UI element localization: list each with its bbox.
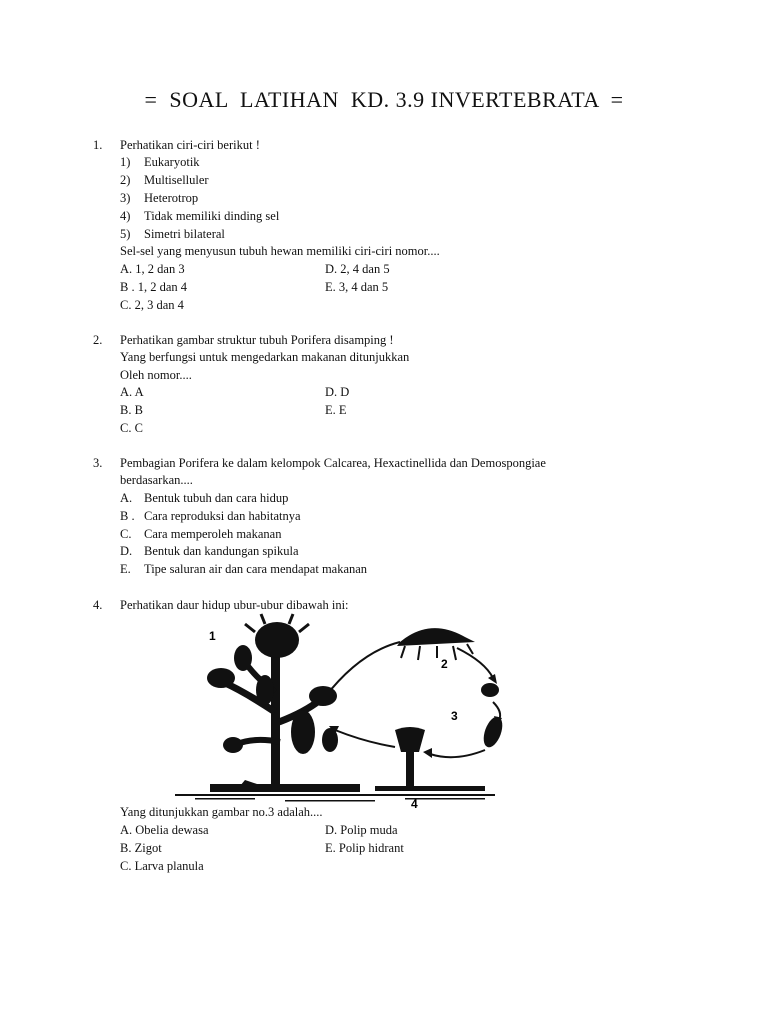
- question-text: Perhatikan gambar struktur tubuh Porifera disamping !: [120, 333, 394, 347]
- option-b: B . 1, 2 dan 4: [120, 280, 188, 294]
- list-item: 5) Simetri bilateral: [120, 227, 225, 241]
- option-a: A. A: [120, 385, 144, 399]
- question-prompt: Yang ditunjukkan gambar no.3 adalah....: [120, 805, 323, 819]
- option-a: A. Obelia dewasa: [120, 823, 209, 837]
- question-text: berdasarkan....: [120, 473, 193, 487]
- figure-label-2: 2: [441, 657, 448, 671]
- question-number: 4.: [93, 598, 103, 612]
- question-text: Perhatikan ciri-ciri berikut !: [120, 138, 260, 152]
- option-d: D. 2, 4 dan 5: [325, 262, 390, 276]
- option-a: A. Bentuk tubuh dan cara hidup: [120, 491, 289, 505]
- question-number: 2.: [93, 333, 103, 347]
- option-c: C. 2, 3 dan 4: [120, 298, 184, 312]
- figure-label-4: 4: [411, 797, 418, 811]
- question-prompt: Sel-sel yang menyusun tubuh hewan memiliki ciri-ciri nomor....: [120, 244, 440, 258]
- option-d: D. D: [325, 385, 350, 399]
- option-c: C. C: [120, 421, 143, 435]
- option-b: B. B: [120, 403, 143, 417]
- option-e: E. Tipe saluran air dan cara mendapat makanan: [120, 562, 368, 576]
- question-number: 3.: [93, 456, 103, 470]
- option-e: E. E: [325, 403, 347, 417]
- question-text: Perhatikan daur hidup ubur-ubur dibawah ini:: [120, 598, 349, 612]
- page-title: = SOAL LATIHAN KD. 3.9 INVERTEBRATA =: [144, 87, 624, 112]
- jellyfish-life-cycle-figure: [175, 612, 515, 812]
- question-text: Oleh nomor....: [120, 368, 192, 382]
- option-c: C. Cara memperoleh makanan: [120, 527, 282, 541]
- option-d: D. Bentuk dan kandungan spikula: [120, 544, 299, 558]
- list-item: 2) Multiselluler: [120, 173, 209, 187]
- option-b: B. Zigot: [120, 841, 162, 855]
- figure-label-3: 3: [451, 709, 458, 723]
- figure-label-1: 1: [209, 629, 216, 643]
- option-a: A. 1, 2 dan 3: [120, 262, 185, 276]
- option-e: E. Polip hidrant: [325, 841, 404, 855]
- question-text: Yang berfungsi untuk mengedarkan makanan ditunjukkan: [120, 350, 410, 364]
- list-item: 1) Eukaryotik: [120, 155, 200, 169]
- option-e: E. 3, 4 dan 5: [325, 280, 389, 294]
- option-b: B . Cara reproduksi dan habitatnya: [120, 509, 301, 523]
- list-item: 4) Tidak memiliki dinding sel: [120, 209, 280, 223]
- question-text: Pembagian Porifera ke dalam kelompok Calcarea, Hexactinellida dan Demospongiae: [120, 456, 546, 470]
- list-item: 3) Heterotrop: [120, 191, 199, 205]
- option-c: C. Larva planula: [120, 859, 204, 873]
- option-d: D. Polip muda: [325, 823, 398, 837]
- question-number: 1.: [93, 138, 103, 152]
